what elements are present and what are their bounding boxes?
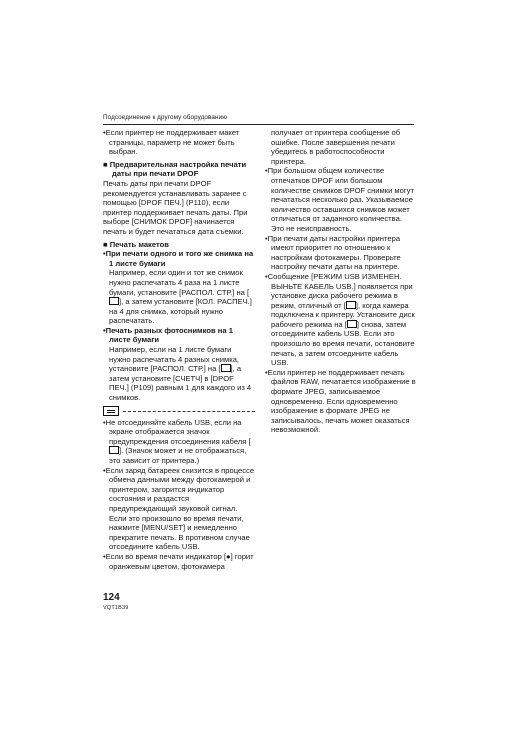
dashed-line — [123, 411, 255, 412]
bullet-same-image-title: •При печати одного и того же снимка на 1 листе бумаги — [103, 249, 254, 268]
paragraph-same-image — [103, 268, 255, 326]
note-date-priority: •При печати даты настройки принтера имеют приоритет по отношению к настройкам фотокамеры. Проверьте настройку печати даты на принтере. — [265, 233, 401, 272]
left-column — [103, 128, 255, 571]
note-raw-print: •Если принтер не поддерживает печать файлов RAW, печатается изображение в формате JPEG, записываемое одновременно. Если одновременно изображение в формате JPEG не записывалось, печать может оказаться невозможной. — [265, 367, 416, 435]
usb-mode-text-c: ] снова, затем отсоедините кабель USB. Если это произошло во время печати, остановите печать, а затем отсоедините кабель USB. — [271, 319, 415, 368]
section-header: Подсоединение к другому оборудованию — [103, 114, 228, 121]
same-image-text-b: ], а затем установите [КОЛ. РАСПЕЧ.] на 4 для снимка, который нужно распечатать. — [109, 297, 252, 326]
note-icon — [103, 406, 119, 416]
usb-mode-text-a: •Сообщение [РЕЖИМ USB ИЗМЕНЕН. ВЫНЬТЕ КАБЕЛЬ USB.] появляется при установке диска рабочего режима в режим, отличный от [ — [265, 271, 413, 310]
different-images-text-b: ], а затем установите [СЧЕТЧ] в [DPOF ПЕЧ.] (P109) равным 1 для каждого из 4 снимков. — [109, 364, 252, 403]
note-dpof-count: •При большом общем количестве отпечатков DPOF или большом количестве снимков DPOF снимки могут печататься несколько раз. Указываемое количество оставшихся снимков может отличаться от заданного количества. Это не неисправность. — [265, 166, 414, 233]
same-image-text-a: Например, если один и тот же снимок нужно распечатать 4 раза на 1 листе бумаги, установите [РАСПОЛ. СТР.] на [ — [109, 268, 250, 297]
page-number: 124 — [103, 592, 120, 603]
usb-disconnect-text-b: ]. (Значок может и не отображаться, это зависит от принтера.) — [109, 446, 247, 465]
paragraph-date-print: Печать даты при печати DPOF рекомендуется устанавливать заранее с помощью [DPOF ПЕЧ.] (P110), если принтер поддерживает печать даты. При выборе [СНИМОК DPOF] начинается печать и будет печататься дата съемки. — [103, 178, 248, 236]
layout-grid-icon — [109, 297, 119, 305]
bullet-different-images-title: •Печать разных фотоснимков на 1 листе бумаги — [103, 325, 233, 345]
heading-layout-print: ■ Печать макетов — [103, 239, 169, 249]
note-usb-disconnect — [103, 418, 255, 466]
note-indicator-orange: •Если во время печати индикатор [●] горит оранжевым цветом, фотокамера — [103, 551, 254, 571]
note-divider — [103, 405, 255, 417]
layout-grid-icon — [221, 364, 231, 372]
usb-disconnect-text-a: •Не отсоединяйте кабель USB, если на экране отображается значок предупреждения отсоединения кабеля [ — [103, 417, 251, 446]
note-usb-mode-changed — [265, 272, 417, 368]
right-column — [265, 128, 417, 435]
bullet-layout-unsupported: •Если принтер не поддерживает макет страницы, параметр не может быть выбран. — [103, 128, 240, 157]
document-code: VQT1B39 — [103, 605, 129, 611]
paragraph-different-images — [103, 345, 255, 403]
print-mode-icon — [346, 301, 356, 309]
paragraph-error-continued: получает от принтера сообщение об ошибке. После завершения печати убедитесь в работоспособности принтера. — [271, 128, 401, 166]
print-mode-icon — [347, 320, 357, 328]
heading-date-print-dpof: ■ Предварительная настройка печати даты при печати DPOF — [103, 159, 247, 179]
header-rule — [103, 124, 414, 125]
different-images-text-a: Например, если на 1 листе бумаги нужно распечатать 4 разных снимка, установите [РАСПОЛ. СТР.] на [ — [109, 345, 240, 374]
note-battery-low: •Если заряд батареек снизится в процессе обмена данными между фотокамерой и принтером, загорится индикатор состояния и раздастся предупреждающий звуковой сигнал. Если это произошло во время печати, нажмите [MENU/SET] и немедленно прекратите печать. В противном случае отсоедините кабель USB. — [103, 465, 255, 552]
cable-warning-icon — [109, 446, 119, 454]
usb-mode-text-b: ], когда камера подключена к принтеру. Установите диск рабочего режима на [ — [271, 300, 415, 329]
